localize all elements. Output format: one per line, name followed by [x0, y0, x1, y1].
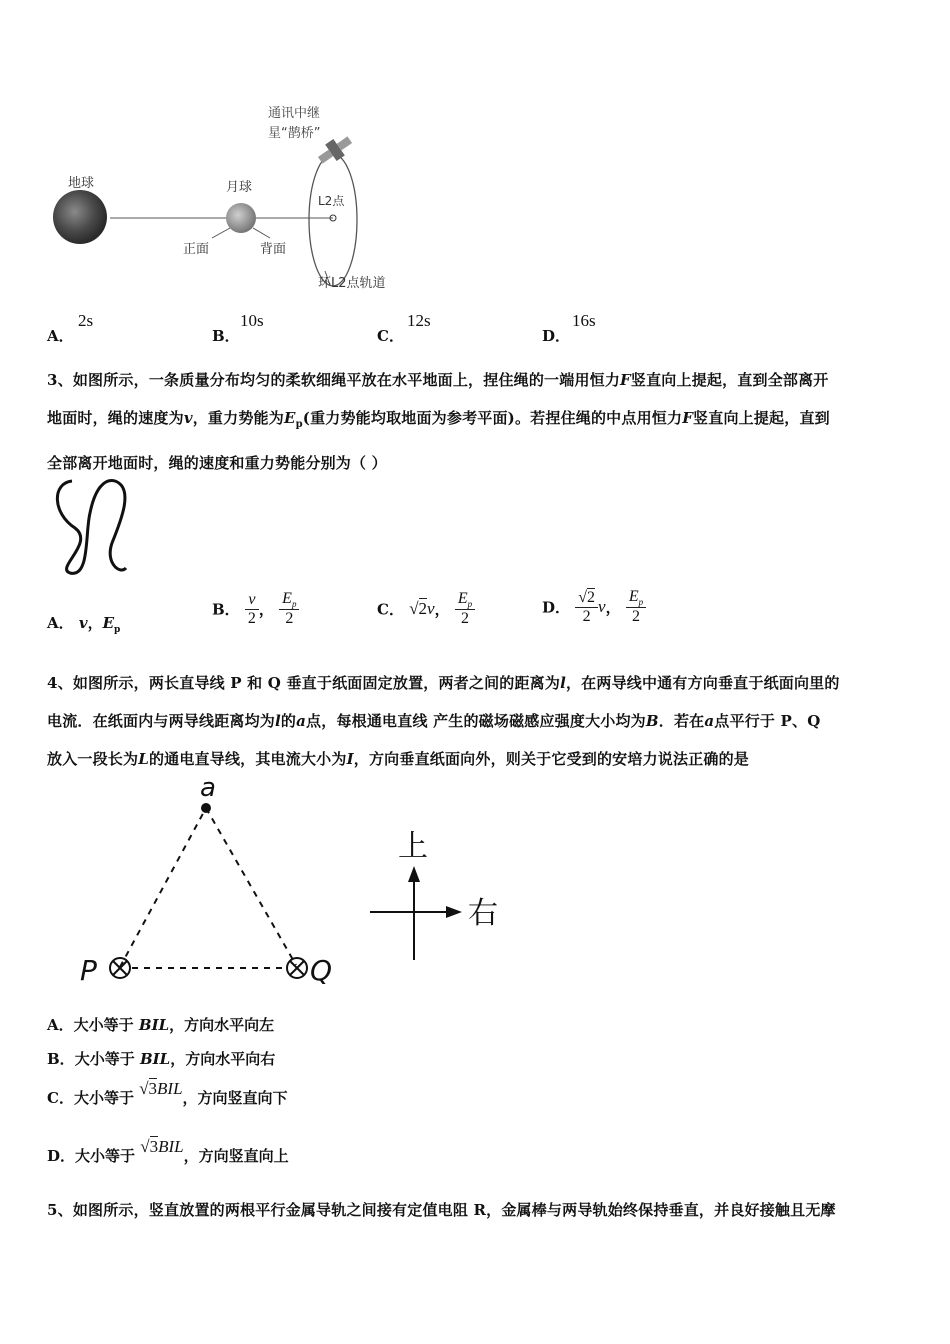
q2-option-c[interactable]: C． — [377, 327, 404, 345]
orbit-label: 环L2点轨道 — [318, 276, 386, 291]
q4-c-sqrt3bil: √3BIL — [139, 1079, 183, 1098]
l2-label: L2点 — [318, 194, 345, 208]
q4-option-c[interactable]: C．大小等于 √3BIL，方向竖直向下 — [47, 1079, 288, 1107]
q3-question — [47, 361, 917, 482]
front-label: 正面 — [183, 242, 210, 257]
q3-option-d[interactable]: D． $\frac{√2}{2}$ v， $\frac{E_p}{2}$ — [542, 588, 646, 626]
earth-label: 地球 — [68, 176, 95, 191]
back-label: 背面 — [260, 242, 287, 257]
relay-label-line2: 星“鹊桥” — [268, 126, 321, 141]
a-label: a — [200, 773, 216, 803]
q3-option-c[interactable]: C． √2v， $\frac{E_p}{2}$ — [377, 590, 475, 628]
q2-option-b-value: 10s — [240, 311, 264, 330]
q5-line1: 5、如图所示，竖直放置的两根平行金属导轨之间接有定值电阻 R，金属棒与两导轨始终保持垂直，并良好接触且无摩 — [47, 1201, 836, 1219]
moon — [226, 203, 256, 233]
q2-option-d[interactable]: D． — [542, 327, 571, 345]
earth-moon-l2-diagram — [40, 95, 420, 305]
q2-option-b[interactable]: B． — [212, 327, 240, 345]
up-label: 上 — [398, 829, 428, 864]
p-label: P — [80, 954, 97, 987]
q4-line1: 4、如图所示，两长直导线 P 和 Q 垂直于纸面固定放置，两者之间的距离为l，在两导线中通有方向垂直于纸面向里的 — [47, 674, 840, 692]
q2-option-a-value: 2s — [78, 311, 94, 330]
q4-option-d[interactable]: D．大小等于 √3BIL，方向竖直向上 — [47, 1137, 289, 1165]
wire-q-into-page-icon — [287, 958, 307, 978]
q3-c-sqrt: √2v — [409, 599, 435, 619]
moon-label: 月球 — [226, 180, 253, 195]
point-a — [201, 803, 211, 813]
q5-question — [47, 1191, 917, 1229]
wires-triangle-diagram — [70, 770, 530, 995]
q4-line3: 放入一段长为L的通电直导线，其电流大小为I，方向垂直纸面向外，则关于它受到的安培力说法正确的是 — [47, 750, 749, 768]
q3-line3: 全部离开地面时，绳的速度和重力势能分别为（ ） — [47, 454, 387, 472]
l2-orbit — [309, 154, 357, 286]
q3-b-frac2: $\frac{E_p}{2}$ — [279, 590, 299, 628]
q3-d-frac1: $\frac{√2}{2}$ — [575, 589, 598, 626]
q3-line2: 地面时，绳的速度为v，重力势能为$E_p$(重力势能均取地面为参考平面)。若捏住绳的中点用恒力F竖直向上提起，直到 — [47, 409, 830, 430]
q4-option-b[interactable]: B．大小等于 BIL，方向水平向右 — [47, 1050, 276, 1068]
q3-line1: 3、如图所示，一条质量分布均匀的柔软细绳平放在水平地面上，捏住绳的一端用恒力F竖直向上提起，直到全部离开 — [47, 371, 829, 389]
q3-b-frac1: $\frac{v}{2}$ — [245, 591, 259, 628]
right-arrowhead — [446, 906, 462, 918]
q4-question — [47, 664, 917, 778]
rope-figure — [50, 473, 140, 583]
q3-option-a[interactable]: A． v，$E_p$ — [47, 614, 121, 635]
side-aq — [206, 808, 296, 965]
q2-option-d-value: 16s — [572, 311, 596, 330]
relay-label-line1: 通讯中继 — [268, 106, 321, 121]
q3-option-b[interactable]: B． $\frac{v}{2}$ ， $\frac{E_p}{2}$ — [212, 590, 299, 628]
q4-option-a[interactable]: A．大小等于 BIL，方向水平向左 — [47, 1016, 275, 1034]
q-label: Q — [310, 954, 333, 987]
earth — [53, 190, 107, 244]
q4-line2: 电流．在纸面内与两导线距离均为l的a点，每根通电直线 产生的磁场磁感应强度大小均为B．若在a点平行于 P、Q — [47, 712, 821, 730]
q3-c-frac: $\frac{E_p}{2}$ — [455, 590, 475, 628]
q2-option-c-value: 12s — [407, 311, 431, 330]
q3-d-frac2: $\frac{E_p}{2}$ — [626, 588, 646, 626]
wire-p-into-page-icon — [110, 958, 130, 978]
side-pa — [120, 808, 206, 967]
q2-option-a[interactable]: A． — [47, 327, 74, 345]
q4-d-sqrt3bil: √3BIL — [140, 1137, 184, 1156]
up-arrowhead — [408, 866, 420, 882]
right-label: 右 — [468, 896, 498, 931]
